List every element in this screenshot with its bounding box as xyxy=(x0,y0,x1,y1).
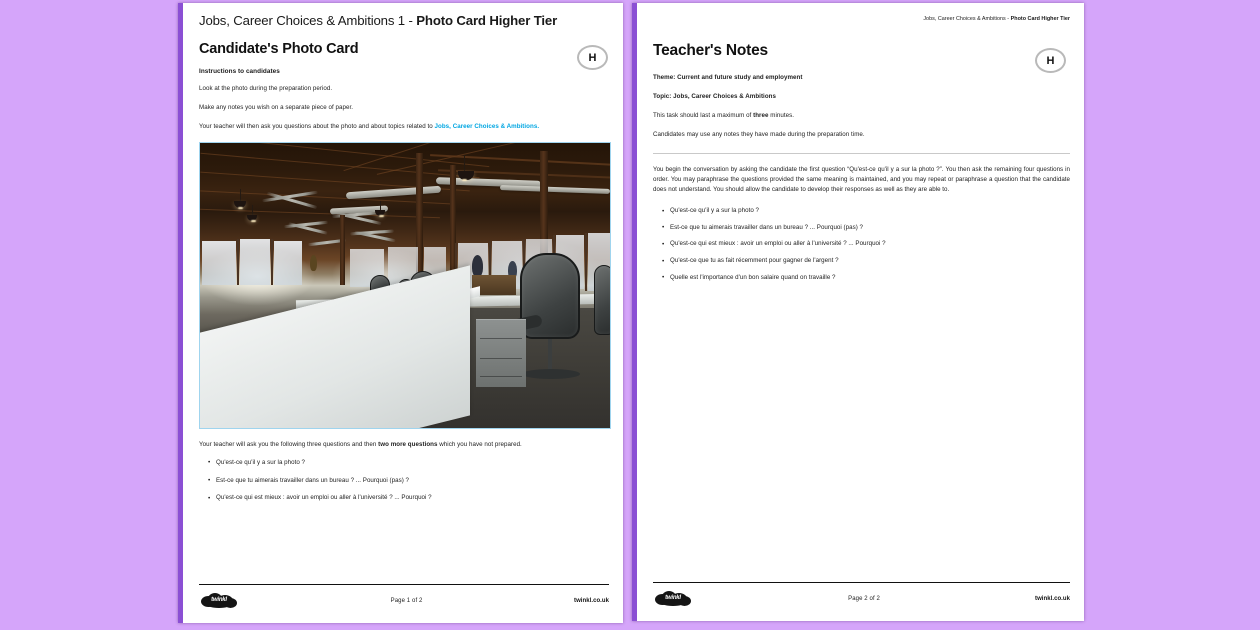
list-item: • Qu'est-ce que tu as fait récemment pour gagner de l'argent ? xyxy=(670,257,1070,266)
photo-card-page xyxy=(178,3,623,623)
left-page-content xyxy=(183,3,623,623)
higher-tier-badge-label: H xyxy=(588,51,597,64)
office-photo xyxy=(200,143,610,428)
section-divider xyxy=(653,153,1070,154)
instruction-line-1: Look at the photo during the preparation period. xyxy=(199,85,333,92)
topic-link[interactable]: Jobs, Career Choices & Ambitions. xyxy=(434,122,540,130)
list-item: • Qu'est-ce qu'il y a sur la photo ? xyxy=(216,459,609,468)
question-prompt-post: which you have not prepared. xyxy=(437,440,522,448)
photo-card-image xyxy=(199,142,611,429)
twinkl-logo-text: twinkl xyxy=(211,596,227,603)
instruction-line-3 xyxy=(199,123,609,132)
duration-post: minutes. xyxy=(768,111,795,119)
footer-divider xyxy=(653,582,1070,583)
running-header-light: Jobs, Career Choices & Ambitions - xyxy=(923,16,1011,22)
topic-label: Topic: xyxy=(653,92,672,100)
page-heading: Teacher's Notes xyxy=(653,42,768,59)
list-item: • Qu'est-ce qui est mieux : avoir un emploi ou aller à l'université ? ... Pourquoi ? xyxy=(216,494,609,503)
site-url: twinkl.co.uk xyxy=(1035,595,1070,602)
document-title xyxy=(199,13,609,28)
twinkl-logo[interactable] xyxy=(199,592,239,609)
higher-tier-badge xyxy=(577,45,608,70)
list-item: • Est-ce que tu aimerais travailler dans un bureau ? ... Pourquoi (pas) ? xyxy=(216,477,609,486)
left-page-footer xyxy=(199,584,609,609)
right-page-footer xyxy=(653,582,1070,607)
document-title-bold: Photo Card Higher Tier xyxy=(416,13,558,28)
twinkl-logo-text: twinkl xyxy=(665,594,681,601)
running-header xyxy=(653,16,1070,22)
question-prompt xyxy=(199,441,609,450)
instruction-line-3-text: Your teacher will then ask you questions about the photo and about topics related to xyxy=(199,122,435,130)
duration-pre: This task should last a maximum of xyxy=(653,111,754,119)
topic-value: Jobs, Career Choices & Ambitions xyxy=(671,92,776,100)
footer-divider xyxy=(199,584,609,585)
question-prompt-bold: two more questions xyxy=(378,440,438,448)
twinkl-logo[interactable] xyxy=(653,590,693,607)
teacher-notes-page xyxy=(632,3,1084,621)
duration-line xyxy=(653,112,1070,121)
duration-bold: three xyxy=(753,111,769,119)
instruction-line-2: Make any notes you wish on a separate piece of paper. xyxy=(199,103,353,111)
conversation-instructions: You begin the conversation by asking the candidate the first question “Qu'est-ce qu'il y a sur la photo ?”. You then ask the remaining four questions in order. You may paraphrase the questions provided the same meaning is maintained, and you may repeat or paraphrase a question that the candidate does not understand. You should allow the candidate to develop their responses as well as they are able to. xyxy=(653,165,1070,194)
document-title-light: Jobs, Career Choices & Ambitions 1 - xyxy=(199,13,417,28)
page-number: Page 1 of 2 xyxy=(390,597,423,604)
theme-value: Current and future study and employment xyxy=(675,74,803,81)
notes-line: Candidates may use any notes they have made during the preparation time. xyxy=(653,130,865,138)
list-item: • Quelle est l'importance d'un bon salaire quand on travaille ? xyxy=(670,274,1070,283)
higher-tier-badge-label: H xyxy=(1046,54,1055,67)
instructions-label: Instructions to candidates xyxy=(199,68,280,75)
candidate-question-list xyxy=(199,459,609,503)
running-header-bold: Photo Card Higher Tier xyxy=(1010,16,1070,22)
theme-label: Theme: xyxy=(653,74,676,81)
topic-line xyxy=(653,93,1070,102)
page-number: Page 2 of 2 xyxy=(848,595,880,602)
right-page-content xyxy=(637,3,1084,621)
page-heading: Candidate's Photo Card xyxy=(199,41,359,57)
teacher-question-list xyxy=(653,207,1070,282)
list-item: • Qu'est-ce qu'il y a sur la photo ? xyxy=(670,207,1070,216)
list-item: • Est-ce que tu aimerais travailler dans un bureau ? ... Pourquoi (pas) ? xyxy=(670,224,1070,233)
site-url: twinkl.co.uk xyxy=(574,597,609,604)
question-prompt-pre: Your teacher will ask you the following three questions and then xyxy=(199,440,379,448)
higher-tier-badge xyxy=(1035,48,1066,73)
list-item: • Qu'est-ce qui est mieux : avoir un emploi ou aller à l'université ? ... Pourquoi ? xyxy=(670,240,1070,249)
theme-line xyxy=(653,74,1070,83)
